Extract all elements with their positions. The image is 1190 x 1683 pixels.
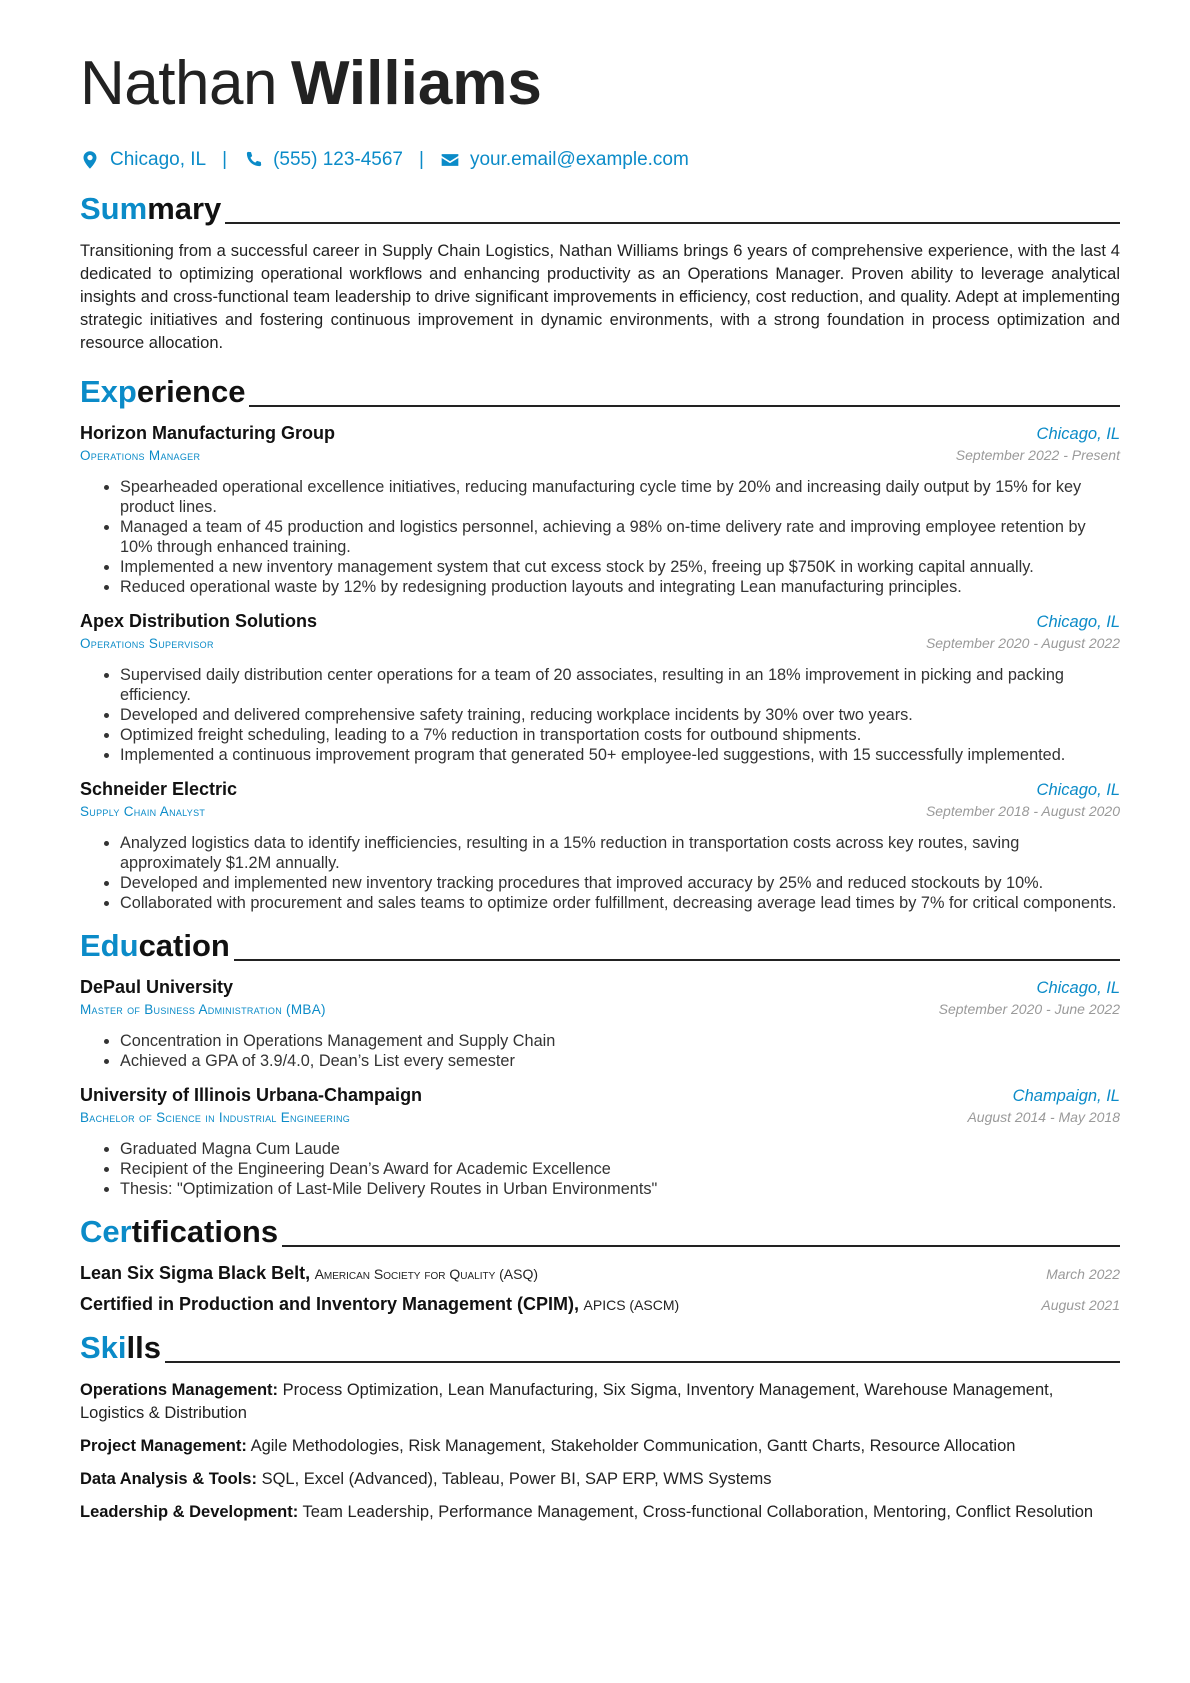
certification-item: Certified in Production and Inventory Management (CPIM), APICS (ASCM) August 2021 (80, 1294, 1120, 1314)
certification-date: August 2021 (1041, 1297, 1120, 1313)
skill-group (80, 1501, 1120, 1524)
skill-group (80, 1379, 1120, 1425)
job-dates: September 2020 - August 2022 (925, 635, 1120, 651)
education-detail-item: • Achieved a GPA of 3.9/4.0, Dean’s List every semester (120, 1051, 1120, 1071)
achievement-item: • Supervised daily distribution center operations for a team of 20 associates, resulting in an 18% improvement in picking and packing efficiency. (120, 665, 1120, 705)
employer-name: Schneider Electric (80, 779, 238, 799)
contact-separator: | (419, 149, 424, 170)
skill-group-label: Data Analysis & Tools: (80, 1470, 257, 1488)
phone-icon (243, 150, 263, 170)
achievement-list (80, 665, 1120, 765)
job-title: Operations Manager (80, 448, 201, 463)
school-dates: September 2020 - June 2022 (938, 1001, 1120, 1017)
phone-text[interactable]: (555) 123-4567 (273, 149, 403, 170)
achievement-item: • Developed and implemented new inventory tracking procedures that improved accuracy by 25% and reduced stockouts by 10%. (120, 873, 1120, 893)
skill-group-list: Agile Methodologies, Risk Management, Stakeholder Communication, Gantt Charts, Resource Allocation (250, 1437, 1016, 1455)
title-rest: tifications (131, 1214, 279, 1249)
title-highlight: Cer (80, 1214, 132, 1249)
title-rest: lls (126, 1330, 161, 1365)
degree-title: Master of Business Administration (MBA) (80, 1002, 326, 1017)
education-detail-item: • Concentration in Operations Management and Supply Chain (120, 1031, 1120, 1051)
achievement-item: • Optimized freight scheduling, leading to a 7% reduction in transportation costs for outbound shipments. (120, 725, 1120, 745)
achievement-item: • Implemented a new inventory management system that cut excess stock by 25%, freeing up $750K in working capital annually. (120, 557, 1120, 577)
title-highlight: Exp (80, 374, 137, 409)
education-detail-item: • Recipient of the Engineering Dean’s Award for Academic Excellence (120, 1159, 1120, 1179)
education-details (80, 1139, 1120, 1199)
school-location: Champaign, IL (1012, 1087, 1120, 1105)
contact-location (80, 149, 206, 171)
title-rest: cation (138, 928, 230, 963)
skill-group-list: Team Leadership, Performance Management, Cross-functional Collaboration, Mentoring, Conflict Resolution (302, 1503, 1094, 1521)
first-name: Nathan (80, 49, 277, 118)
achievement-list (80, 477, 1120, 597)
certification-issuer: American Society for Quality (ASQ) (314, 1266, 539, 1282)
section-title (80, 373, 245, 411)
skill-group (80, 1435, 1120, 1458)
envelope-icon (440, 150, 460, 170)
education-detail-item: • Thesis: "Optimization of Last-Mile Delivery Routes in Urban Environments" (120, 1179, 1120, 1199)
last-name: Williams (290, 49, 542, 118)
employer-name: Horizon Manufacturing Group (80, 423, 335, 443)
job-title: Operations Supervisor (80, 636, 214, 651)
achievement-item: • Collaborated with procurement and sales teams to optimize order fulfillment, decreasing average lead times by 7% for critical components. (120, 893, 1120, 913)
school-name: DePaul University (80, 977, 234, 997)
school-dates: August 2014 - May 2018 (967, 1109, 1120, 1125)
email-link[interactable]: your.email@example.com (469, 149, 689, 170)
skill-group (80, 1468, 1120, 1491)
skill-group-list: SQL, Excel (Advanced), Tableau, Power BI, SAP ERP, WMS Systems (261, 1470, 772, 1488)
achievement-item: • Spearheaded operational excellence initiatives, reducing manufacturing cycle time by 20% and increasing daily output by 15% for key product lines. (120, 477, 1120, 517)
title-highlight: Ski (80, 1330, 127, 1365)
title-highlight: Edu (80, 928, 139, 963)
section-title (80, 1329, 161, 1367)
skill-group-label: Leadership & Development: (80, 1503, 299, 1521)
skill-group-label: Project Management: (80, 1437, 247, 1455)
section-rule (249, 405, 1120, 407)
education-detail-item: • Graduated Magna Cum Laude (120, 1139, 1120, 1159)
job-dates: September 2022 - Present (955, 447, 1120, 463)
certification-item: Lean Six Sigma Black Belt, American Society for Quality (ASQ) March 2022 (80, 1263, 1120, 1283)
achievement-item: • Reduced operational waste by 12% by redesigning production layouts and integrating Lean manufacturing principles. (120, 577, 1120, 597)
job-location: Chicago, IL (1036, 781, 1120, 799)
contact-separator: | (222, 149, 228, 170)
title-rest: mary (147, 191, 222, 226)
job-location: Chicago, IL (1036, 613, 1120, 631)
education-entry (80, 977, 1120, 1071)
job-title: Supply Chain Analyst (80, 804, 206, 819)
summary-heading (80, 186, 1120, 228)
section-rule (282, 1245, 1120, 1247)
section-title (80, 927, 230, 965)
employer-name: Apex Distribution Solutions (80, 611, 317, 631)
title-highlight: Sum (80, 191, 148, 226)
resume-page (80, 40, 1120, 1524)
school-name: University of Illinois Urbana-Champaign (80, 1085, 423, 1105)
section-rule (165, 1361, 1120, 1363)
contact-bar (80, 144, 1120, 176)
certification-name: Lean Six Sigma Black Belt (80, 1263, 306, 1283)
contact-email[interactable] (440, 149, 689, 171)
certifications-heading (80, 1209, 1120, 1251)
location-text: Chicago, IL (110, 149, 207, 170)
education-heading (80, 923, 1120, 965)
achievement-item: • Developed and delivered comprehensive safety training, reducing workplace incidents by 30% over two years. (120, 705, 1120, 725)
section-title (80, 1213, 278, 1251)
skill-group-list: Process Optimization, Lean Manufacturing, Six Sigma, Inventory Management, Warehouse Management, Logistics & Distribution (80, 1381, 1054, 1422)
achievement-item: • Managed a team of 45 production and logistics personnel, achieving a 98% on-time delivery rate and improving employee retention by 10% through enhanced training. (120, 517, 1120, 557)
job-location: Chicago, IL (1036, 425, 1120, 443)
experience-entry (80, 611, 1120, 765)
certification-date: March 2022 (1046, 1266, 1120, 1282)
achievement-item: • Analyzed logistics data to identify inefficiencies, resulting in a 15% reduction in transportation costs across key routes, saving approximately $1.2M annually. (120, 833, 1120, 873)
experience-entry (80, 423, 1120, 597)
experience-heading (80, 369, 1120, 411)
achievement-list (80, 833, 1120, 913)
section-rule (234, 959, 1120, 961)
map-pin-icon (80, 150, 100, 170)
summary-text: Transitioning from a successful career in Supply Chain Logistics, Nathan Williams brings 6 years of comprehensive experience, with the last 4 dedicated to optimizing operational workflows and enhancing productivity as an Operations Manager. Proven ability to leverage analytical insights and cross-functional team leadership to drive significant improvements in efficiency, cost reduction, and quality. Adept at implementing strategic initiatives and fostering continuous improvement in dynamic environments, with a strong foundation in process optimization and resource allocation. (80, 242, 1120, 352)
candidate-name (80, 40, 1120, 128)
section-title (80, 190, 221, 228)
skill-group-label: Operations Management: (80, 1381, 279, 1399)
skills-heading (80, 1325, 1120, 1367)
education-details (80, 1031, 1120, 1071)
title-rest: erience (136, 374, 246, 409)
degree-title: Bachelor of Science in Industrial Engineering (80, 1110, 351, 1125)
certification-issuer: APICS (ASCM) (583, 1297, 680, 1313)
contact-phone[interactable] (243, 149, 403, 171)
section-rule (225, 222, 1120, 224)
education-entry (80, 1085, 1120, 1199)
achievement-item: • Implemented a continuous improvement program that generated 50+ employee-led suggestions, with 15 successfully implemented. (120, 745, 1120, 765)
certification-name: Certified in Production and Inventory Management (CPIM) (80, 1294, 575, 1314)
experience-entry (80, 779, 1120, 913)
job-dates: September 2018 - August 2020 (925, 803, 1120, 819)
school-location: Chicago, IL (1036, 979, 1120, 997)
